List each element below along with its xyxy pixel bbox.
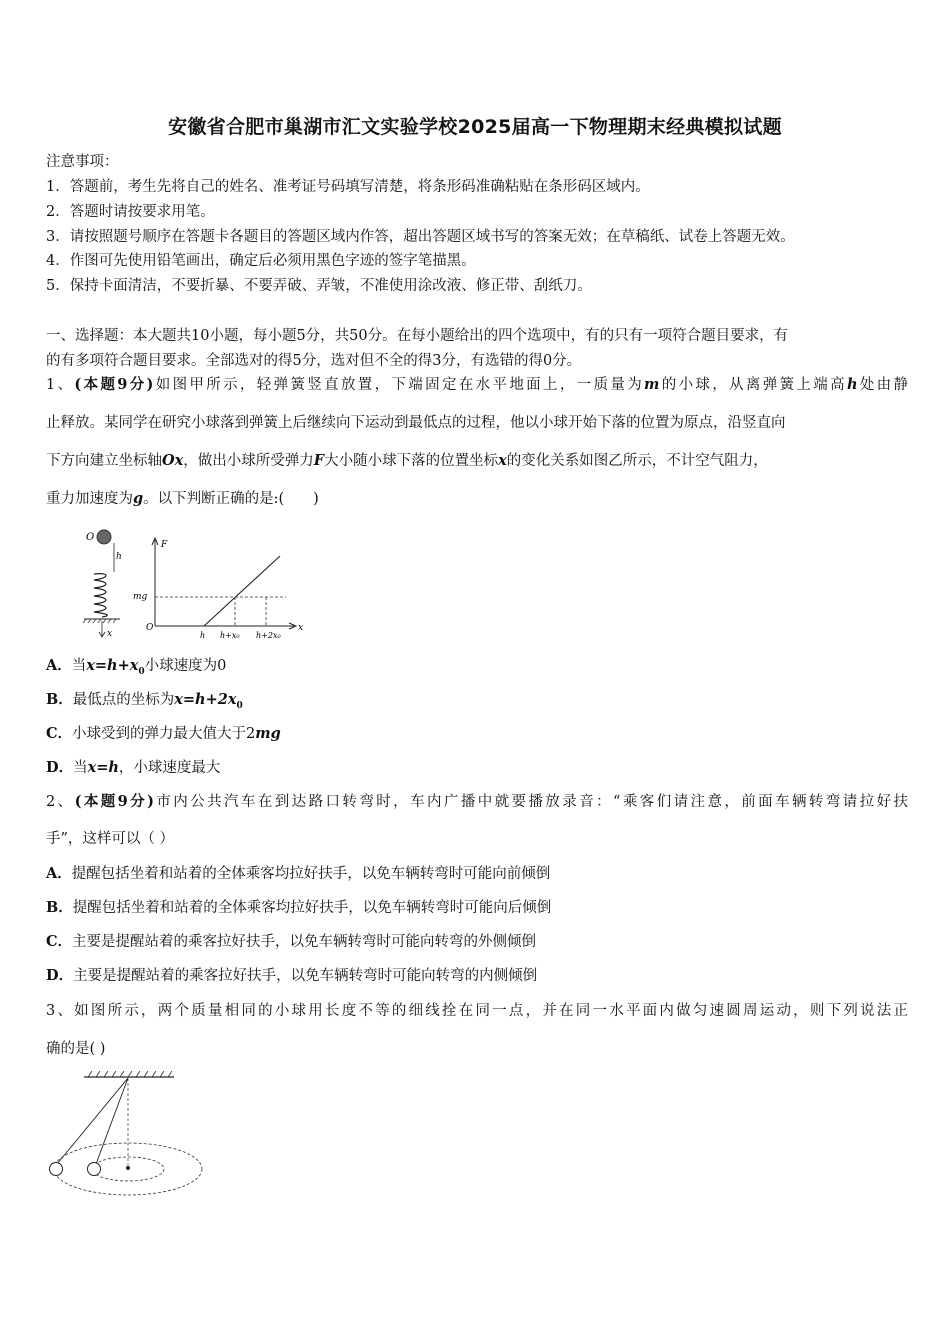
notice-heading: 注意事项： <box>46 154 119 170</box>
notice-item: 1．答题前，考生先将自己的姓名、准考证号码填写清楚，将条形码准确粘贴在条形码区域内。 <box>46 179 650 195</box>
q2-text: 市内公共汽车在到达路口转弯时，车内广播中就要播放录音：“乘客们请注意，前面车辆转弯请拉好扶 <box>153 794 908 810</box>
fig-label-origin: O <box>86 532 95 543</box>
orbit-center <box>126 1166 130 1170</box>
graph-label-origin: O <box>146 623 154 633</box>
q1-var: F <box>313 452 325 469</box>
q2-option-d[interactable] <box>46 966 908 986</box>
q1-line: 止释放。某同学在研究小球落到弹簧上后继续向下运动到最低点的过程，他以小球开始下落的位置为原点，沿竖直向 <box>46 415 786 431</box>
tick-h: h <box>200 631 206 640</box>
q1-var: g <box>133 490 144 507</box>
option-sub: 0 <box>236 700 243 711</box>
q2-option-c[interactable] <box>46 932 908 952</box>
q1-var: h <box>846 376 858 393</box>
q2-score: (本题9分) <box>74 793 154 810</box>
q1-text: 的小球，从离弹簧上端高 <box>659 377 847 393</box>
q1-text: ，做出小球所受弹力 <box>183 453 314 469</box>
q2-option-b[interactable] <box>46 898 908 918</box>
option-label: D． <box>46 967 74 984</box>
force-line <box>204 556 280 626</box>
notice-item: 3．请按照题号顺序在答题卡各题目的答题区域内作答，超出答题区域书写的答案无效；在草稿纸、试卷上答题无效。 <box>46 229 795 245</box>
ceiling-hatch <box>88 1071 172 1077</box>
section-intro: 一、选择题：本大题共10小题，每小题5分，共50分。在每小题给出的四个选项中，有的只有一项符合题目要求，有 <box>46 328 789 344</box>
option-text: 小球速度为0 <box>144 658 227 674</box>
q1-line <box>46 489 908 509</box>
q1-var: Ox <box>162 452 184 469</box>
option-text: 提醒包括坐着和站着的全体乘客均拉好扶手，以免车辆转弯时可能向后倾倒 <box>72 900 552 916</box>
option-expr: x=h+x <box>86 657 139 674</box>
q2-line <box>46 792 908 812</box>
option-label: C． <box>46 933 73 950</box>
option-label: B． <box>46 691 73 708</box>
option-text: 最低点的坐标为 <box>72 692 175 708</box>
q3-line: 确的是( ) <box>46 1041 106 1057</box>
fig-label-x: x <box>107 629 113 639</box>
section-intro: 的有多项符合题目要求。全部选对的得5分，选对但不全的得3分，有选错的得0分。 <box>46 353 582 369</box>
q1-option-d[interactable] <box>46 758 908 778</box>
q1-option-a[interactable] <box>46 656 908 682</box>
option-expr: x=h+2x <box>174 691 237 708</box>
option-text: ，小球速度最大 <box>118 760 221 776</box>
q1-text: 如图甲所示，轻弹簧竖直放置，下端固定在水平地面上，一质量为 <box>153 377 645 393</box>
q1-score: (本题9分) <box>74 376 154 393</box>
spring-icon <box>94 574 107 617</box>
notice-item: 5．保持卡面清洁，不要折暴、不要弄破、弄皱，不准使用涂改液、修正带、刮纸刀。 <box>46 278 592 294</box>
ground-hatch <box>83 619 116 623</box>
ball-icon <box>88 1163 101 1176</box>
option-sub: 0 <box>138 666 145 677</box>
option-label: D． <box>46 759 74 776</box>
tick-h-x0: h+x₀ <box>220 631 240 640</box>
graph-label-F: F <box>161 540 168 550</box>
option-label: B． <box>46 899 73 916</box>
fig-label-h: h <box>116 552 122 562</box>
q3-line: 3、如图所示，两个质量相同的小球用长度不等的细线拴在同一点，并在同一水平面内做匀速圆周运动，则下列说法正 <box>46 1003 908 1019</box>
q1-number: 1、 <box>46 377 75 393</box>
option-text: 小球受到的弹力最大值大于2 <box>72 726 256 742</box>
notice-item: 4．作图可先使用铅笔画出，确定后必须用黑色字迹的签字笔描黑。 <box>46 253 476 269</box>
q1-var: x <box>498 452 507 469</box>
tick-h-2x0: h+2x₀ <box>256 631 281 640</box>
option-text: 提醒包括坐着和站着的全体乘客均拉好扶手，以免车辆转弯时可能向前倾倒 <box>71 866 551 882</box>
graph-label-mg: mg <box>133 592 148 602</box>
q2-option-a[interactable] <box>46 864 908 884</box>
q1-text: 的变化关系如图乙所示，不计空气阻力， <box>506 453 768 469</box>
option-label: A． <box>46 657 72 674</box>
short-string <box>96 1078 128 1164</box>
q1-text: 处由静 <box>857 377 909 393</box>
q1-text: 重力加速度为 <box>46 491 133 507</box>
q1-figure <box>80 526 310 644</box>
ball-icon <box>97 530 111 544</box>
ball-icon <box>50 1163 63 1176</box>
q1-line <box>46 451 908 471</box>
q3-figure <box>44 1068 234 1198</box>
q1-text: 大小随小球下落的位置坐标 <box>324 453 499 469</box>
q2-line: 手”，这样可以（ ） <box>46 831 175 847</box>
option-label: C． <box>46 725 73 742</box>
option-expr: mg <box>255 725 281 742</box>
page-title: 安徽省合肥市巢湖市汇文实验学校2025届高一下物理期末经典模拟试题 <box>168 116 782 138</box>
option-text: 当 <box>73 760 88 776</box>
q1-var: m <box>644 376 660 393</box>
notice-item: 2．答题时请按要求用笔。 <box>46 204 215 220</box>
q1-option-c[interactable] <box>46 724 908 744</box>
q1-text: 下方向建立坐标轴 <box>46 453 162 469</box>
option-text: 主要是提醒站着的乘客拉好扶手，以免车辆转弯时可能向转弯的外侧倾倒 <box>72 934 537 950</box>
graph-label-x: x <box>298 623 304 633</box>
long-string <box>57 1078 128 1164</box>
q1-line <box>46 375 908 395</box>
option-text: 主要是提醒站着的乘客拉好扶手，以免车辆转弯时可能向转弯的内侧倾倒 <box>73 968 538 984</box>
option-expr: x=h <box>87 759 119 776</box>
option-text: 当 <box>71 658 87 674</box>
q1-option-b[interactable] <box>46 690 908 716</box>
option-label: A． <box>46 865 72 882</box>
q2-number: 2、 <box>46 794 75 810</box>
q1-text: 。以下判断正确的是:( ) <box>143 491 319 507</box>
